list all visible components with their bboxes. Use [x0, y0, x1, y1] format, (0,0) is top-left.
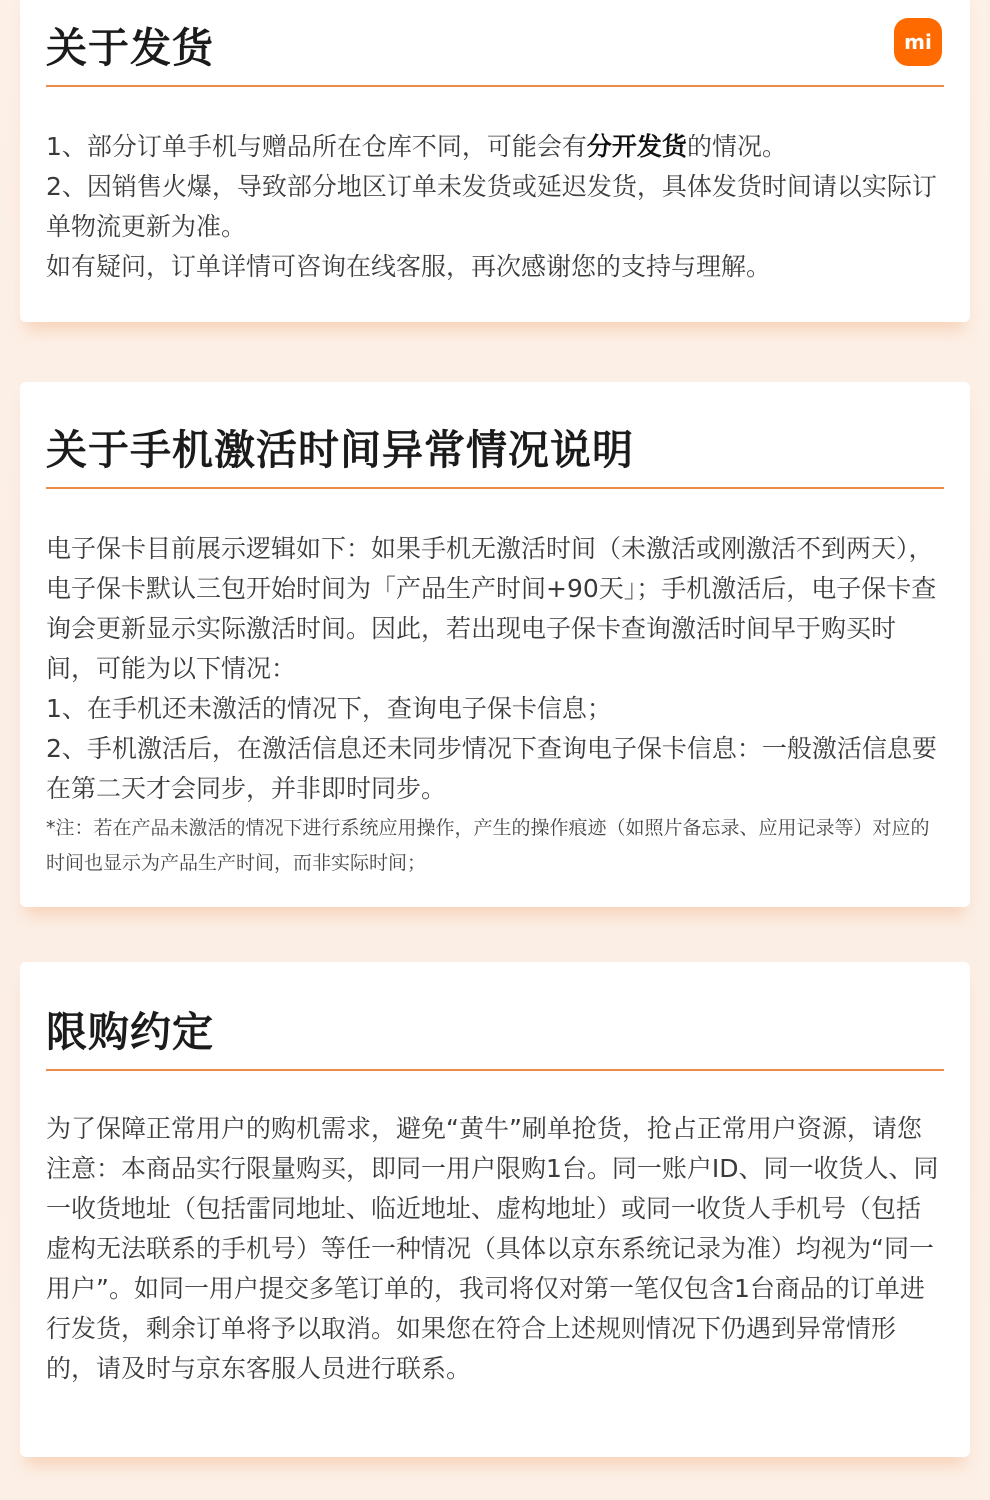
- shipping-line-1-text: 1、部分订单手机与赠品所在仓库不同，可能会有: [46, 132, 587, 161]
- activation-item-2: 2、手机激活后，在激活信息还未同步情况下查询电子保卡信息：一般激活信息要在第二天才会同步，并非即时同步。: [46, 734, 937, 803]
- activation-body: [46, 529, 944, 881]
- activation-note: *注：若在产品未激活的情况下进行系统应用操作，产生的操作痕迹（如照片备忘录、应用记录等）对应的时间也显示为产品生产时间，而非实际时间；: [46, 817, 930, 874]
- shipping-card: [20, 0, 970, 322]
- xiaomi-logo-icon: mi: [894, 18, 942, 66]
- limit-para: 为了保障正常用户的购机需求，避免“黄牛”刷单抢货，抢占正常用户资源，请您注意：本商品实行限量购买，即同一用户限购1台。同一账户ID、同一收货人、同一收货地址（包括雷同地址、临近地址、虚构地址）或同一收货人手机号（包括虚构无法联系的手机号）等任一种情况（具体以京东系统记录为准）均视为“同一用户”。如同一用户提交多笔订单的，我司将仅对第一笔仅包含1台商品的订单进行发货，剩余订单将予以取消。如果您在符合上述规则情况下仍遇到异常情形的，请及时与京东客服人员进行联系。: [46, 1114, 939, 1383]
- activation-card: [20, 382, 970, 907]
- shipping-line-1-end: 的情况。: [686, 132, 787, 161]
- limit-card: [20, 962, 970, 1457]
- shipping-body: [46, 127, 944, 287]
- activation-item-1: 1、在手机还未激活的情况下，查询电子保卡信息；: [46, 694, 612, 723]
- shipping-line-1: [46, 127, 944, 167]
- shipping-line-1-bold: 分开发货: [586, 132, 687, 161]
- limit-body: [46, 1109, 944, 1389]
- shipping-title: 关于发货: [46, 0, 944, 87]
- shipping-line-3: 如有疑问，订单详情可咨询在线客服，再次感谢您的支持与理解。: [46, 252, 772, 281]
- activation-title: 关于手机激活时间异常情况说明: [46, 382, 944, 489]
- shipping-line-2: 2、因销售火爆，导致部分地区订单未发货或延迟发货，具体发货时间请以实际订单物流更新为准。: [46, 172, 937, 241]
- activation-para: 电子保卡目前展示逻辑如下：如果手机无激活时间（未激活或刚激活不到两天），电子保卡默认三包开始时间为「产品生产时间+90天」；手机激活后，电子保卡查询会更新显示实际激活时间。因此，若出现电子保卡查询激活时间早于购买时间，可能为以下情况：: [46, 534, 937, 683]
- limit-title: 限购约定: [46, 962, 944, 1071]
